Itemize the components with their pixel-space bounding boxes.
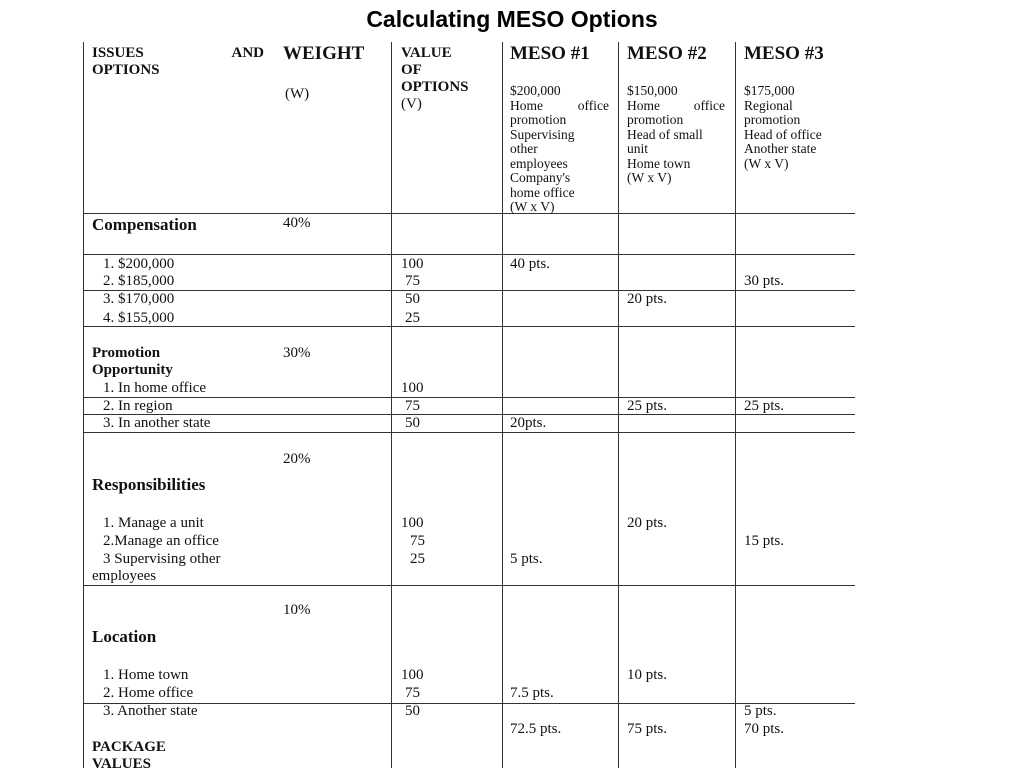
header-value-line1: VALUE bbox=[401, 45, 452, 61]
option-compensation: 3. $170,000 bbox=[103, 291, 175, 307]
value-location: 100 bbox=[401, 667, 424, 683]
option-compensation: 1. $200,000 bbox=[103, 256, 175, 272]
meso2-desc-line: (W x V) bbox=[627, 170, 672, 185]
section-promotion-line2: Opportunity bbox=[92, 362, 173, 378]
section-responsibilities: Responsibilities bbox=[92, 475, 206, 494]
option-location: 1. Home town bbox=[103, 667, 189, 683]
meso3-promotion-score: 25 pts. bbox=[744, 398, 785, 414]
value-compensation: 25 bbox=[405, 310, 420, 326]
value-promotion: 75 bbox=[405, 398, 420, 414]
meso3-responsibilities-score: 15 pts. bbox=[744, 533, 785, 549]
row-divider bbox=[83, 432, 855, 433]
option-responsibilities-cont: employees bbox=[92, 568, 157, 584]
meso2-desc-line: Home town bbox=[627, 155, 691, 171]
option-promotion: 3. In another state bbox=[103, 415, 211, 431]
meso1-compensation-score: 40 pts. bbox=[510, 256, 551, 272]
weight-location: 10% bbox=[283, 602, 311, 618]
row-divider bbox=[83, 290, 855, 291]
option-responsibilities: 3 Supervising other bbox=[103, 551, 221, 567]
meso2-compensation-score: 20 pts. bbox=[627, 291, 668, 307]
header-issues-line1 bbox=[92, 45, 264, 62]
value-compensation: 50 bbox=[405, 291, 420, 307]
page-title: Calculating MESO Options bbox=[366, 6, 658, 32]
meso3-location-score: 5 pts. bbox=[744, 703, 777, 719]
meso1-desc-line: $200,000 bbox=[510, 83, 561, 98]
header-and-word: AND bbox=[231, 45, 264, 61]
meso1-desc-line: employees bbox=[510, 155, 568, 171]
meso1-package-total: 72.5 pts. bbox=[510, 721, 562, 737]
meso1-desc-line: (W x V) bbox=[510, 199, 555, 214]
meso3-desc-line: $175,000 bbox=[744, 83, 795, 98]
meso1-desc-word: office bbox=[577, 97, 609, 113]
header-weight: WEIGHT bbox=[283, 43, 365, 64]
meso3-package-total: 70 pts. bbox=[744, 721, 785, 737]
weight-compensation: 40% bbox=[283, 215, 311, 231]
meso1-desc-word: Home bbox=[510, 97, 543, 113]
value-responsibilities: 100 bbox=[401, 515, 424, 531]
header-meso3-title: MESO #3 bbox=[744, 43, 824, 64]
header-issues-word: ISSUES bbox=[92, 45, 144, 61]
meso1-desc-line: Supervising bbox=[510, 126, 575, 142]
option-responsibilities: 2.Manage an office bbox=[103, 533, 219, 549]
header-value-line2: OF bbox=[401, 62, 422, 78]
option-promotion: 2. In region bbox=[103, 398, 173, 414]
meso2-promotion-score: 25 pts. bbox=[627, 398, 668, 414]
value-compensation: 75 bbox=[405, 273, 420, 289]
column-divider-meso2 bbox=[618, 42, 619, 768]
column-divider-meso3 bbox=[735, 42, 736, 768]
value-compensation: 100 bbox=[401, 256, 424, 272]
section-package-line2: VALUES bbox=[92, 756, 151, 772]
meso1-desc-line: home office bbox=[510, 184, 575, 200]
weight-responsibilities: 20% bbox=[283, 451, 311, 467]
meso3-desc-line: Head of office bbox=[744, 126, 822, 142]
section-compensation: Compensation bbox=[92, 215, 197, 234]
row-divider bbox=[83, 326, 855, 327]
meso1-desc-line: Company's bbox=[510, 170, 571, 185]
row-divider bbox=[83, 585, 855, 586]
section-location: Location bbox=[92, 627, 157, 646]
column-divider-meso1 bbox=[502, 42, 503, 768]
value-location: 50 bbox=[405, 703, 420, 719]
meso2-package-total: 75 pts. bbox=[627, 721, 668, 737]
meso2-desc-line: Head of small bbox=[627, 126, 703, 142]
meso3-desc-line: (W x V) bbox=[744, 155, 789, 171]
row-divider bbox=[83, 254, 855, 255]
row-divider bbox=[83, 397, 855, 398]
option-location: 2. Home office bbox=[103, 685, 194, 701]
meso1-desc-line: promotion bbox=[510, 112, 567, 127]
option-compensation: 2. $185,000 bbox=[103, 273, 175, 289]
header-options: OPTIONS bbox=[92, 62, 160, 78]
value-promotion: 100 bbox=[401, 380, 424, 396]
section-package: PACKAGE bbox=[92, 739, 166, 755]
meso2-desc-line: unit bbox=[627, 141, 649, 156]
value-location: 75 bbox=[405, 685, 420, 701]
table-border-left bbox=[83, 42, 84, 768]
meso3-desc-line: Another state bbox=[744, 141, 817, 156]
meso3-desc-line: promotion bbox=[744, 112, 801, 127]
header-meso1-title: MESO #1 bbox=[510, 43, 590, 64]
meso1-responsibilities-score: 5 pts. bbox=[510, 551, 543, 567]
option-compensation: 4. $155,000 bbox=[103, 310, 175, 326]
column-divider-value bbox=[391, 42, 392, 768]
weight-promotion: 30% bbox=[283, 345, 311, 361]
header-value-symbol: (V) bbox=[401, 96, 422, 112]
meso3-desc-line: Regional bbox=[744, 97, 793, 113]
meso2-desc-word: office bbox=[693, 97, 725, 113]
meso2-desc-line: promotion bbox=[627, 112, 684, 127]
value-responsibilities: 25 bbox=[410, 551, 425, 567]
header-weight-symbol: (W) bbox=[285, 86, 310, 102]
header-value-line3: OPTIONS bbox=[401, 79, 469, 95]
header-meso2-title: MESO #2 bbox=[627, 43, 707, 64]
meso2-desc-line bbox=[627, 99, 725, 114]
meso2-desc-line: $150,000 bbox=[627, 83, 678, 98]
value-promotion: 50 bbox=[405, 415, 420, 431]
row-divider bbox=[83, 213, 855, 214]
meso1-location-score: 7.5 pts. bbox=[510, 685, 554, 701]
meso3-compensation-score: 30 pts. bbox=[744, 273, 785, 289]
value-responsibilities: 75 bbox=[410, 533, 425, 549]
section-promotion: Promotion bbox=[92, 345, 161, 361]
row-divider bbox=[83, 703, 855, 704]
meso2-desc-word: Home bbox=[627, 97, 660, 113]
meso1-promotion-score: 20pts. bbox=[510, 415, 547, 431]
option-responsibilities: 1. Manage a unit bbox=[103, 515, 204, 531]
option-promotion: 1. In home office bbox=[103, 380, 207, 396]
meso1-desc-line: other bbox=[510, 141, 538, 156]
meso2-responsibilities-score: 20 pts. bbox=[627, 515, 668, 531]
meso2-location-score: 10 pts. bbox=[627, 667, 668, 683]
meso1-desc-line bbox=[510, 99, 609, 114]
option-location: 3. Another state bbox=[103, 703, 198, 719]
